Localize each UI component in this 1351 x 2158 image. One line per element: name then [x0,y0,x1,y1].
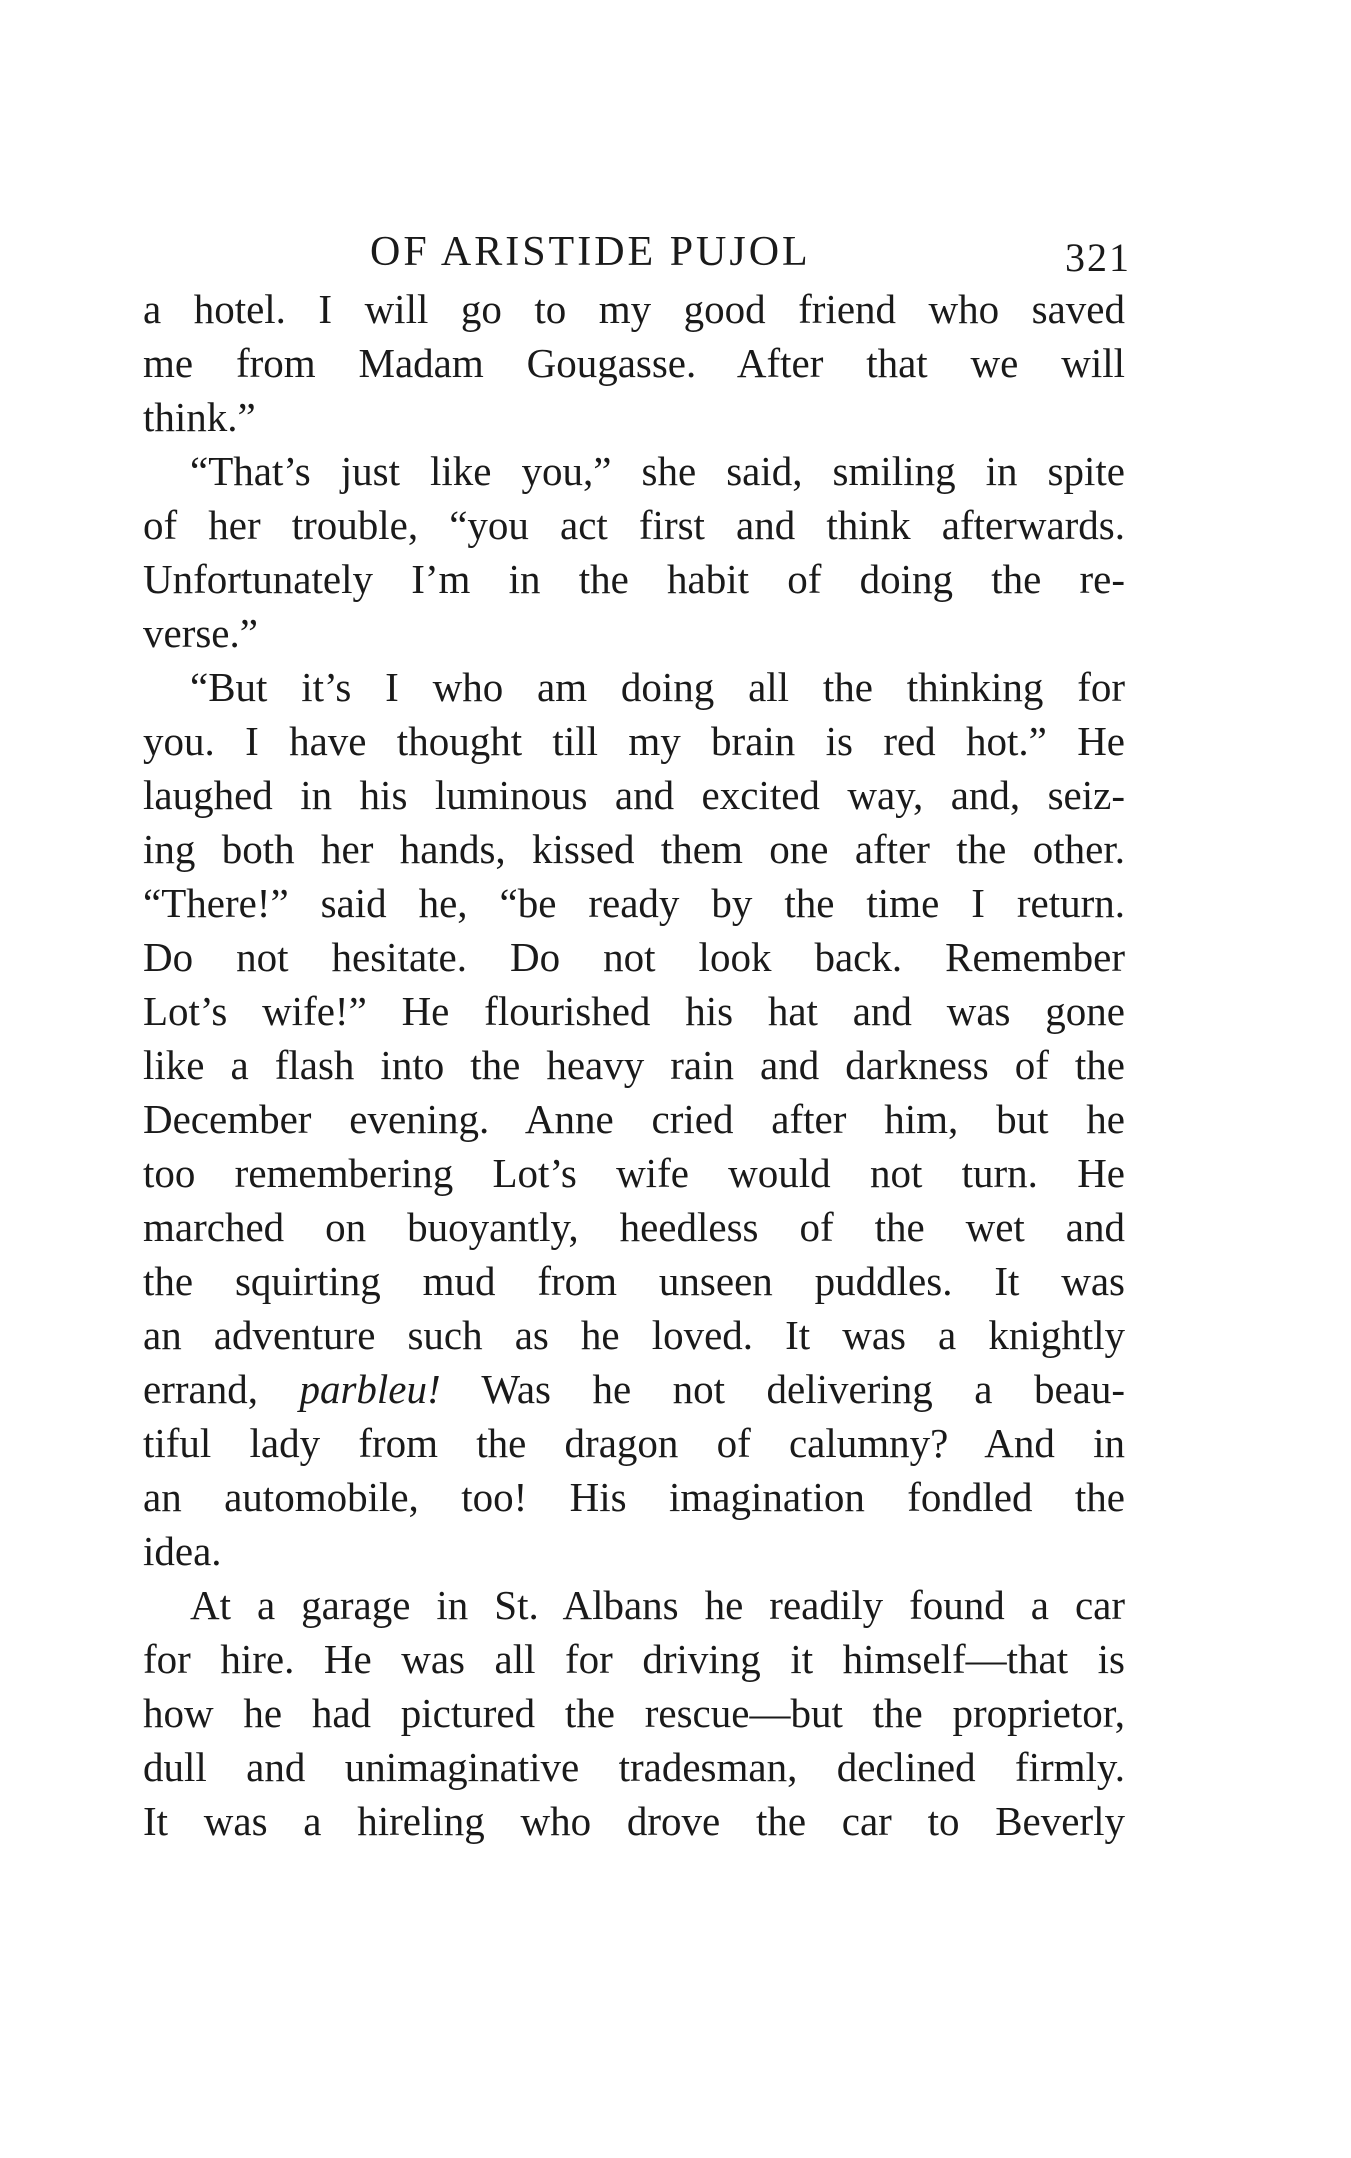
text-line: too remembering Lot’s wife would not turn. He [143,1150,1125,1196]
text-line: the squirting mud from unseen puddles. It was [143,1258,1125,1304]
text-line: dull and unimaginative tradesman, declined firmly. [143,1744,1125,1790]
text-line: “That’s just like you,” she said, smiling in spite [190,448,1125,494]
text-line: ing both her hands, kissed them one after the other. [143,826,1125,872]
text-line: “There!” said he, “be ready by the time I return. [143,880,1125,926]
text-line: “But it’s I who am doing all the thinking for [190,664,1125,710]
text-line: for hire. He was all for driving it himself—that is [143,1636,1125,1682]
text-line: you. I have thought till my brain is red hot.” He [143,718,1125,764]
text-line: an adventure such as he loved. It was a knightly [143,1312,1125,1358]
text-line: At a garage in St. Albans he readily found a car [190,1582,1125,1628]
text-line: verse.” [143,610,258,656]
text-line: Lot’s wife!” He flourished his hat and was gone [143,988,1125,1034]
text-line: marched on buoyantly, heedless of the wet and [143,1204,1125,1250]
text-line: It was a hireling who drove the car to Beverly [143,1798,1125,1844]
text-segment: Was he not delivering a beau- [481,1366,1126,1412]
text-line: Do not hesitate. Do not look back. Remember [143,934,1125,980]
italic-word: parbleu! [299,1366,441,1412]
text-line: tiful lady from the dragon of calumny? And in [143,1420,1125,1466]
text-line: like a flash into the heavy rain and darkness of the [143,1042,1125,1088]
text-line: idea. [143,1528,222,1574]
text-line: how he had pictured the rescue—but the proprietor, [143,1690,1125,1736]
text-line: of her trouble, “you act first and think afterwards. [143,502,1125,548]
text-line: a hotel. I will go to my good friend who saved [143,286,1125,332]
text-line: December evening. Anne cried after him, but he [143,1096,1125,1142]
text-segment: errand, [143,1366,258,1412]
running-head: OF ARISTIDE PUJOL [370,229,811,275]
page-number: 321 [1065,235,1131,280]
text-line [143,1364,1125,1414]
text-line: me from Madam Gougasse. After that we will [143,340,1125,386]
text-line: laughed in his luminous and excited way, and, seiz- [143,772,1125,818]
text-line: think.” [143,394,256,440]
text-line: Unfortunately I’m in the habit of doing the re- [143,556,1125,602]
text-line: an automobile, too! His imagination fondled the [143,1474,1125,1520]
